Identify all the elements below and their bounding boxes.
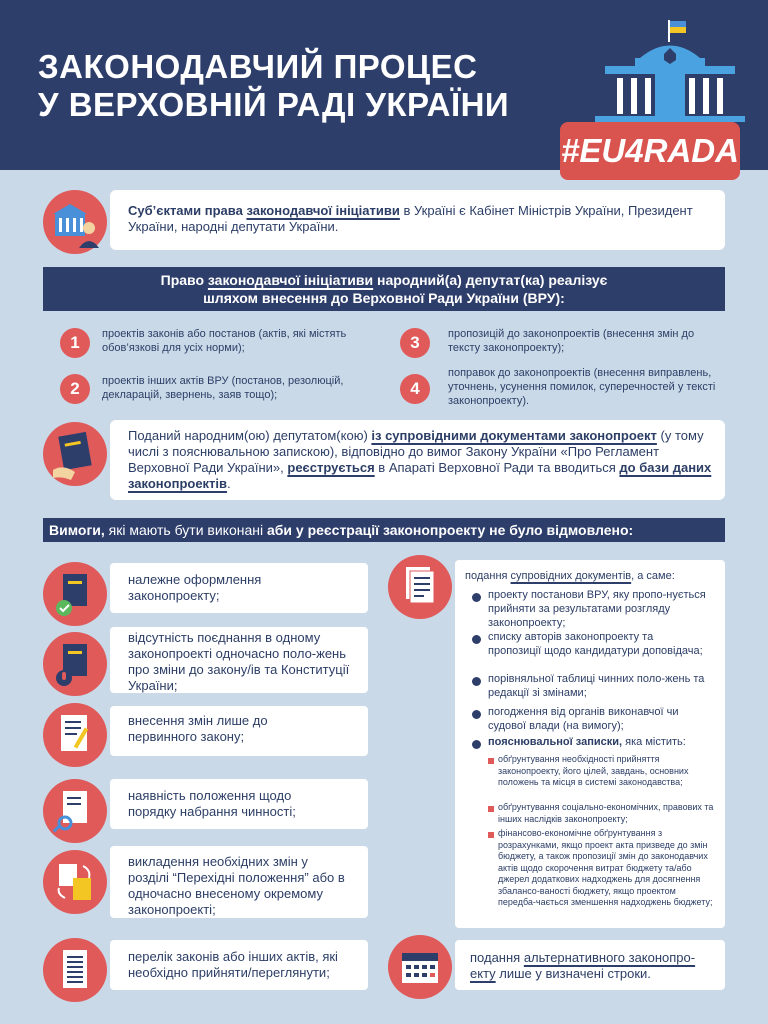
item-text-1: проектів законів або постанов (актів, які містять обов’язкові для усіх норми); [102,328,347,354]
requirement-text-4: наявність положення щодо порядку набрання чинності; [128,788,296,819]
requirement-text-1: належне оформлення законопроекту; [128,572,262,603]
page-title [38,48,509,124]
item-number-3: 3 [400,328,430,358]
requirements-banner: Вимоги, які мають бути виконані аби у реєстрації законопроекту не було відмовлено: [43,518,725,542]
explanatory-sub-3: фінансово-економічне обґрунтування з розрахунками, якщо проект акта призведе до змін бюджету, а також пропозиції змін до законодавчих актів щодо скорочення витрат бюджету та/або джерел додаткових надходжень для досягнення збалансо-ваності бюджету, якщо проектом передба-чається зменшення надходжень бюджету; [498,828,713,907]
accompanying-bullet-4: погодження від органів виконавчої чи судової влади (на вимогу); [488,706,679,732]
bullet-1 [472,593,481,602]
bullet-4 [472,710,481,719]
item-number-1: 1 [60,328,90,358]
checked-document-icon [43,562,107,626]
explanatory-sub-1: обґрунтування необхідності прийняття законопроекту, його цілей, завдань, основних положень та місця в системі законодавства; [498,754,689,787]
accompanying-bullet-3: порівняльної таблиці чинних поло-жень та редакції зі змінами; [488,673,705,699]
documents-exchange-icon [43,850,107,914]
item-number-2: 2 [60,374,90,404]
sub-bullet-3 [488,832,494,838]
sub-bullet-2 [488,806,494,812]
accompanying-title: подання супровідних документів, а саме: [465,570,675,582]
government-icon [43,190,107,254]
document-microphone-icon [43,632,107,696]
item-text-3: пропозицій до законопроектів (внесення змін до тексту законопроекту); [448,328,695,354]
parliament-building-icon [595,18,745,128]
edit-document-icon [43,703,107,767]
title-line-1: ЗАКОНОДАВЧИЙ ПРОЦЕС [38,48,478,85]
requirement-text-2: відсутність поєднання в одному законопроекті одночасно поло-жень про зміни до закону/ів та Конституції України; [128,630,350,693]
item-text-2: проектів інших актів ВРУ (постанов, резолюцій, декларацій, звернень, заяв тощо); [102,375,344,401]
item-number-4: 4 [400,374,430,404]
documents-stack-icon [388,555,452,619]
requirement-text-3: внесення змін лише до первинного закону; [128,713,268,744]
requirement-text-5: викладення необхідних змін у розділі “Перехідні положення” або в одночасно внесеному окремому законопроекті; [128,854,345,917]
calendar-icon [388,935,452,999]
accompanying-bullet-2: списку авторів законопроекту та пропозиції щодо кандидатури доповідача; [488,631,703,657]
list-icon [43,938,107,1002]
hashtag-badge: #EU4RADA [560,122,740,180]
bullet-5 [472,740,481,749]
submission-text: Поданий народним(ою) депутатом(кою) із супровідними документами законопроект (у тому числі з пояснювальною запискою), відповідно до вимог Закону України «Про Регламент Верховної Ради України», реєструється в Апараті Верховної Ради та вводиться до бази даних законопроектів. [128,428,712,491]
document-submit-icon [43,422,107,486]
explanatory-sub-2: обґрунтування соціально-економічних, правових та інших наслідків законопроекту; [498,802,714,824]
explanatory-note-title: пояснювальної записки, яка містить: [488,736,686,748]
accompanying-bullet-1: проекту постанови ВРУ, яку пропо-нується прийняти за результатами розгляду законопроекту; [488,589,706,629]
search-document-icon [43,779,107,843]
item-text-4: поправок до законопроектів (внесення виправлень, уточнень, усунення помилок, суперечностей у тексті законопроекту). [448,367,716,407]
bullet-2 [472,635,481,644]
bullet-3 [472,677,481,686]
initiative-banner: Право законодавчої ініціативи народний(а) депутат(ка) реалізує шляхом внесення до Верховної Ради України (ВРУ): [43,267,725,311]
sub-bullet-1 [488,758,494,764]
subjects-text: Суб’єктами права законодавчої ініціативи в Україні є Кабінет Міністрів України, Президент України, народні депутати України. [128,203,693,234]
alternative-text: подання альтернативного законопро-екту лише у визначені строки. [470,950,696,981]
title-line-2: У ВЕРХОВНІЙ РАДІ УКРАЇНИ [38,86,510,123]
requirement-text-6: перелік законів або інших актів, які необхідно прийняти/переглянути; [128,949,338,980]
